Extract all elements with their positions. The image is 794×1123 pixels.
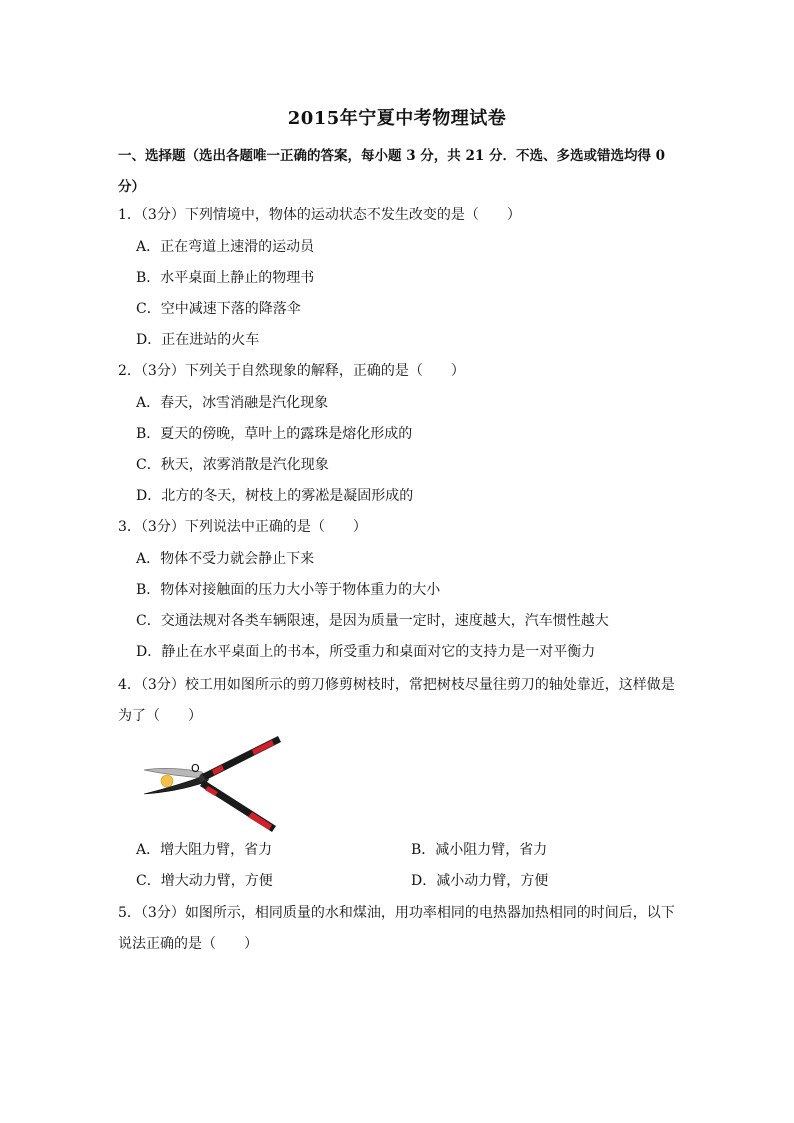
question-2-stem: 2．（3分）下列关于自然现象的解释，正确的是（ ） [118, 363, 465, 379]
q1-option-b: B．水平桌面上静止的物理书 [136, 270, 315, 286]
question-4-stem: 4．（3分）校工用如图所示的剪刀修剪树枝时，常把树枝尽量往剪刀的轴处靠近，这样做是为了（ ） [118, 677, 675, 724]
q1-option-d: D．正在进站的火车 [136, 332, 260, 348]
question-5-stem: 5．（3分）如图所示，相同质量的水和煤油，用功率相同的电热器加热相同的时间后，以下说法正确的是（ ） [118, 905, 675, 952]
q3-option-a: A．物体不受力就会静止下来 [136, 551, 315, 567]
q1-option-c: C．空中减速下落的降落伞 [136, 301, 301, 317]
q4-option-b: B．减小阻力臂，省力 [411, 842, 548, 858]
question-3-stem: 3．（3分）下列说法中正确的是（ ） [118, 519, 367, 535]
q2-option-b: B．夏天的傍晚，草叶上的露珠是熔化形成的 [136, 426, 413, 442]
q2-option-a: A．春天，冰雪消融是汽化现象 [136, 395, 329, 411]
q4-option-a: A．增大阻力臂，省力 [136, 842, 273, 858]
pruning-shears-figure [140, 730, 282, 834]
page-title: 2015年宁夏中考物理试卷 [287, 108, 507, 129]
q3-option-c: C．交通法规对各类车辆限速，是因为质量一定时，速度越大，汽车惯性越大 [136, 613, 609, 629]
q1-option-a: A．正在弯道上速滑的运动员 [136, 239, 315, 255]
q3-option-b: B．物体对接触面的压力大小等于物体重力的大小 [136, 582, 441, 598]
pivot-label: O [191, 762, 200, 775]
q2-option-d: D．北方的冬天，树枝上的雾凇是凝固形成的 [136, 488, 414, 504]
q3-option-d: D．静止在水平桌面上的书本，所受重力和桌面对它的支持力是一对平衡力 [136, 644, 596, 660]
question-1-stem: 1．（3分）下列情境中，物体的运动状态不发生改变的是（ ） [118, 207, 521, 223]
q4-option-d: D．减小动力臂，方便 [411, 873, 549, 889]
q4-option-c: C．增大动力臂，方便 [136, 873, 273, 889]
section-heading: 一、选择题（选出各题唯一正确的答案，每小题 3 分，共 21 分．不选、多选或错选均得 0 分） [118, 148, 666, 195]
q2-option-c: C．秋天，浓雾消散是汽化现象 [136, 457, 329, 473]
